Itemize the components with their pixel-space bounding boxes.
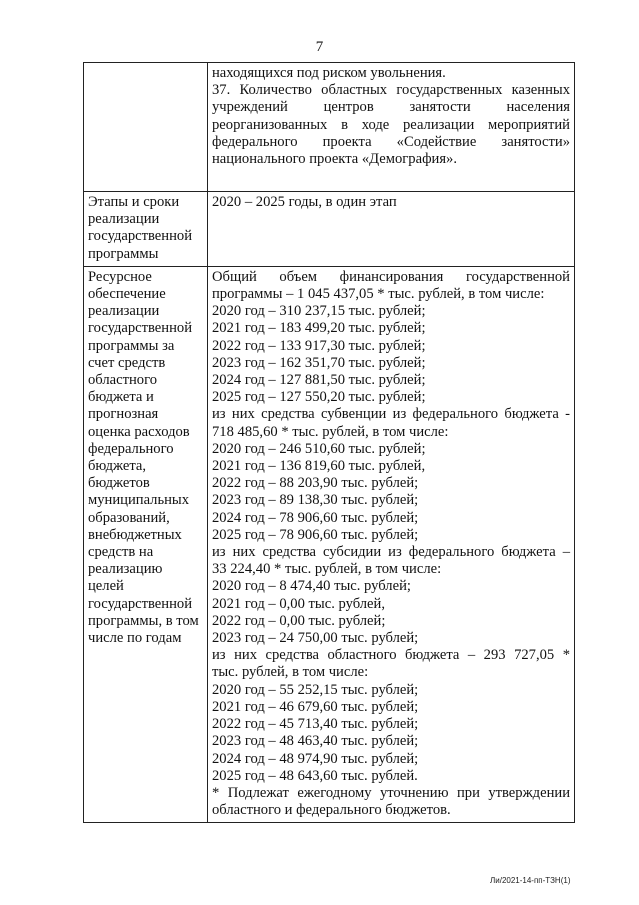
content-line: 2020 – 2025 годы, в один этап (212, 194, 397, 210)
content-line: федерального проекта «Содействие занятости» (212, 133, 570, 150)
content-line: 2025 год – 127 550,20 тыс. рублей; (212, 389, 426, 406)
page-number: 7 (315, 39, 324, 55)
content-line: 2020 год – 246 510,60 тыс. рублей; (212, 440, 426, 457)
label-line: федерального (88, 440, 174, 457)
content-line: 2021 год – 46 679,60 тыс. рублей; (212, 698, 419, 715)
row-label-cell (84, 63, 208, 192)
content-line: 2023 год – 48 463,40 тыс. рублей; (212, 733, 419, 750)
label-line: прогнозная (88, 406, 159, 423)
content-line: 2023 год – 162 351,70 тыс. рублей; (212, 354, 426, 371)
content-line: 2024 год – 127 881,50 тыс. рублей; (212, 372, 426, 389)
table-row (84, 192, 575, 267)
content-line: 2022 год – 88 203,90 тыс. рублей; (212, 475, 419, 492)
content-line: из них средства областного бюджета – 293 727,05 * (212, 647, 570, 664)
content-line: Общий объем финансирования государственной (212, 268, 570, 285)
label-line: счет средств (88, 354, 166, 371)
table-row (84, 63, 575, 192)
label-line: числе по годам (88, 630, 182, 647)
label-line: обеспечение (88, 286, 166, 303)
content-line: 2025 год – 78 906,60 тыс. рублей; (212, 526, 419, 543)
content-line: учреждений центров занятости населения (212, 99, 570, 116)
content-line: находящихся под риском увольнения. (212, 65, 446, 81)
label-line: реализации (88, 303, 160, 320)
label-line: программы (88, 245, 159, 262)
content-line: реорганизованных в ходе реализации мероприятий (212, 116, 570, 133)
content-line: 2024 год – 78 906,60 тыс. рублей; (212, 509, 419, 526)
label-line: внебюджетных (88, 526, 182, 543)
label-line: бюджетов (88, 475, 150, 492)
row-content-cell (208, 192, 575, 267)
content-line: 2023 год – 24 750,00 тыс. рублей; (212, 630, 419, 647)
label-line: государственной (88, 228, 193, 245)
content-line: 2023 год – 89 138,30 тыс. рублей; (212, 492, 419, 509)
content-line: 2020 год – 8 474,40 тыс. рублей; (212, 578, 411, 595)
label-line: государственной (88, 320, 193, 337)
label-line: Ресурсное (88, 268, 152, 285)
row-label-cell (84, 266, 208, 823)
content-line: тыс. рублей, в том числе: (212, 664, 369, 681)
content-line: 2020 год – 310 237,15 тыс. рублей; (212, 303, 426, 320)
label-line: программы за (88, 337, 175, 354)
table-row (84, 266, 575, 823)
label-line: реализации (88, 211, 160, 228)
content-line: 2022 год – 45 713,40 тыс. рублей; (212, 716, 419, 733)
content-line: 37. Количество областных государственных казенных (212, 82, 570, 99)
label-line: средств на (88, 544, 154, 561)
program-passport-table (83, 62, 575, 823)
label-line: программы, в том (88, 612, 199, 629)
content-line: программы – 1 045 437,05 * тыс. рублей, в том числе: (212, 286, 545, 303)
content-line: из них средства субвенции из федерального бюджета - (212, 406, 570, 423)
content-line: 2024 год – 48 974,90 тыс. рублей; (212, 750, 419, 767)
content-line: 2021 год – 183 499,20 тыс. рублей; (212, 320, 426, 337)
content-line: 2020 год – 55 252,15 тыс. рублей; (212, 681, 419, 698)
label-line: образований, (88, 509, 170, 526)
row-label-cell (84, 192, 208, 267)
label-line: муниципальных (88, 492, 190, 509)
content-line: * Подлежат ежегодному уточнению при утверждении (212, 784, 570, 801)
document-code: Ли/2021-14-пп-ТЗН(1) (490, 876, 571, 885)
label-line: целей (88, 578, 124, 595)
label-line: оценка расходов (88, 423, 190, 440)
content-line: областного и федерального бюджетов. (212, 802, 451, 819)
content-line: 2021 год – 136 819,60 тыс. рублей, (212, 458, 426, 475)
row-content-cell (208, 63, 575, 192)
row-content-cell (208, 266, 575, 823)
content-line: 718 485,60 * тыс. рублей, в том числе: (212, 423, 449, 440)
content-line: 2021 год – 0,00 тыс. рублей, (212, 595, 385, 612)
content-line: национального проекта «Демография». (212, 151, 457, 168)
label-line: государственной (88, 595, 193, 612)
label-line: Этапы и сроки (88, 194, 180, 210)
content-line: 2022 год – 133 917,30 тыс. рублей; (212, 337, 426, 354)
label-line: бюджета и (88, 389, 154, 406)
content-line: 33 224,40 * тыс. рублей, в том числе: (212, 561, 442, 578)
label-line: реализацию (88, 561, 163, 578)
label-line: областного (88, 372, 157, 389)
content-line: из них средства субсидии из федерального бюджета – (212, 544, 570, 561)
content-line: 2022 год – 0,00 тыс. рублей; (212, 612, 386, 629)
content-line: 2025 год – 48 643,60 тыс. рублей. (212, 767, 418, 784)
label-line: бюджета, (88, 458, 147, 475)
